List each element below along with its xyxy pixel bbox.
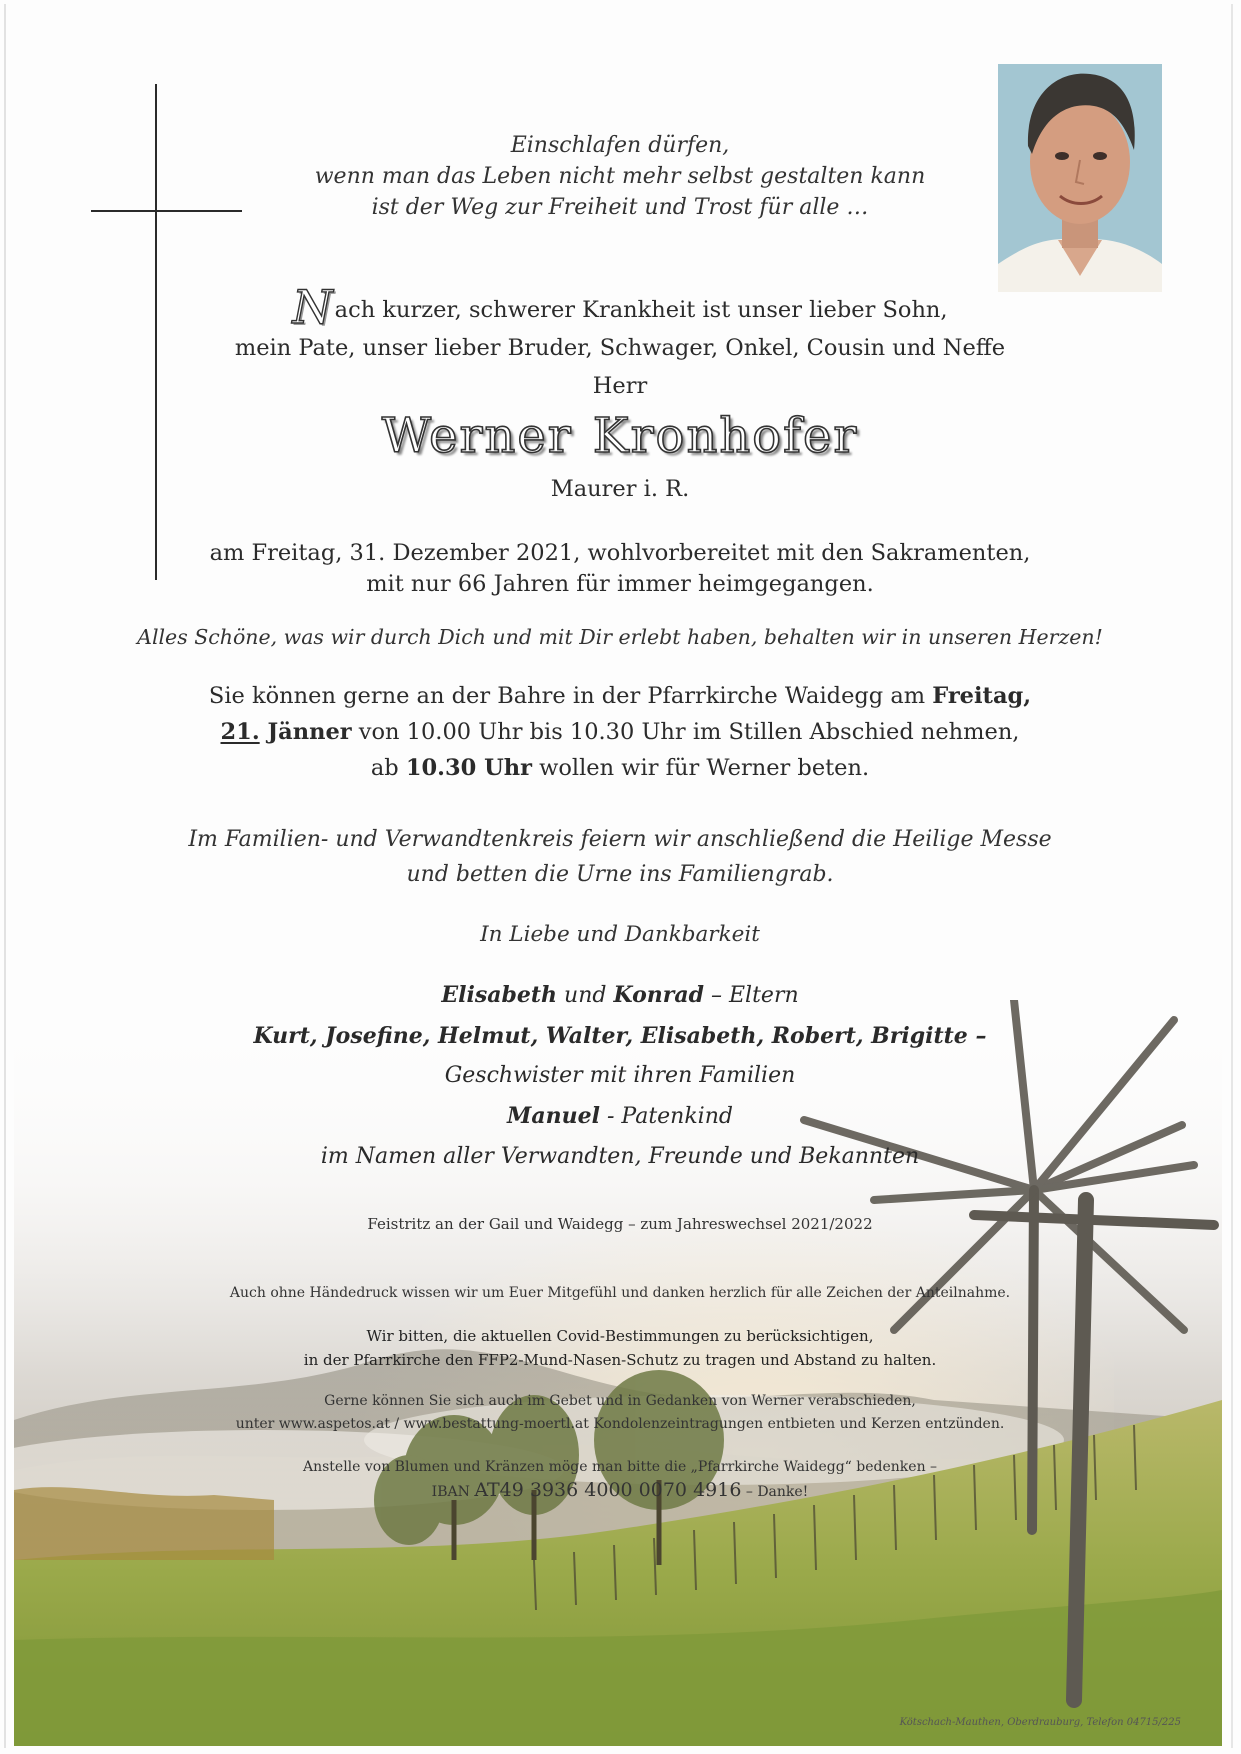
farewell-text: ab bbox=[370, 755, 406, 781]
farewell-month: Jänner bbox=[259, 719, 352, 745]
profession: Maurer i. R. bbox=[550, 476, 690, 502]
first-name: Werner bbox=[381, 408, 573, 464]
farewell-line-3 bbox=[120, 750, 1120, 786]
farewell-text: wollen wir für Werner beten. bbox=[531, 755, 870, 781]
intro-line-3: Herr bbox=[592, 373, 648, 399]
death-line: mit nur 66 Jahren für immer heimgegangen. bbox=[366, 571, 874, 597]
mass-info bbox=[120, 822, 1120, 892]
mourner-text: und bbox=[557, 983, 614, 1008]
intro-line-2: mein Pate, unser lieber Bruder, Schwager, Onkel, Cousin und Neffe bbox=[234, 335, 1006, 361]
dropcap-initial: N bbox=[292, 280, 333, 334]
place-date: Feistritz an der Gail und Waidegg – zum Jahreswechsel 2021/2022 bbox=[367, 1215, 873, 1233]
intro-text: ach kurzer, schwerer Krankheit ist unser lieber Sohn, bbox=[334, 297, 948, 323]
undertaker-footer: Kötschach-Mauthen, Oberdrauburg, Telefon 04715/225 bbox=[899, 1717, 1181, 1728]
intro-line-1 bbox=[120, 280, 1120, 334]
closing-line: In Liebe und Dankbarkeit bbox=[480, 922, 760, 947]
motto-line: ist der Weg zur Freiheit und Trost für alle … bbox=[371, 195, 869, 220]
condolence-line: unter www.aspetos.at / www.bestattung-moertl.at Kondolenzeintragungen entbieten und Kerzen entzünden. bbox=[235, 1416, 1005, 1432]
condolence-note bbox=[120, 1390, 1120, 1436]
farewell-info bbox=[120, 678, 1120, 786]
farewell-line-2 bbox=[120, 714, 1120, 750]
covid-line: Wir bitten, die aktuellen Covid-Bestimmungen zu berücksichtigen, bbox=[366, 1327, 874, 1345]
farewell-text: von 10.00 Uhr bis 10.30 Uhr im Stillen Abschied nehmen, bbox=[351, 719, 1020, 745]
mourner-role: – Eltern bbox=[704, 983, 799, 1008]
mourner-name: Manuel bbox=[507, 1103, 600, 1129]
siblings-line: Kurt, Josefine, Helmut, Walter, Elisabeth, Robert, Brigitte – bbox=[253, 1023, 987, 1049]
mourners bbox=[120, 975, 1120, 1177]
intro bbox=[120, 280, 1120, 405]
death-line: am Freitag, 31. Dezember 2021, wohlvorbereitet mit den Sakramenten, bbox=[209, 540, 1031, 566]
iban-line bbox=[120, 1479, 1120, 1504]
parents-line bbox=[120, 975, 1120, 1016]
mourner-role: - Patenkind bbox=[599, 1104, 733, 1129]
others-line: im Namen aller Verwandten, Freunde und Bekannten bbox=[320, 1144, 920, 1169]
prayer-time: 10.30 Uhr bbox=[405, 755, 532, 781]
farewell-date-number: 21. bbox=[220, 719, 260, 745]
farewell-text: Sie können gerne an der Bahre in der Pfarrkirche Waidegg am bbox=[208, 683, 933, 709]
mass-line: und betten die Urne ins Familiengrab. bbox=[406, 862, 834, 887]
condolence-line: Gerne können Sie sich auch im Gebet und in Gedanken von Werner verabschieden, bbox=[324, 1393, 916, 1409]
mass-line: Im Familien- und Verwandtenkreis feiern wir anschließend die Heilige Messe bbox=[188, 827, 1052, 852]
iban-label: IBAN bbox=[431, 1484, 475, 1500]
motto-line: wenn man das Leben nicht mehr selbst gestalten kann bbox=[314, 164, 926, 189]
motto-line: Einschlafen dürfen, bbox=[510, 133, 730, 158]
godchild-line bbox=[120, 1096, 1120, 1137]
deceased-name bbox=[120, 404, 1120, 468]
farewell-day: Freitag, bbox=[932, 683, 1032, 709]
death-notice bbox=[120, 538, 1120, 600]
donation-suffix: – Danke! bbox=[741, 1484, 809, 1500]
donation-line: Anstelle von Blumen und Kränzen möge man bitte die „Pfarrkirche Waidegg“ bedenken – bbox=[302, 1459, 938, 1475]
covid-note bbox=[120, 1324, 1120, 1372]
donation-note bbox=[120, 1456, 1120, 1504]
farewell-line-1 bbox=[120, 678, 1120, 714]
mourner-name: Elisabeth bbox=[441, 982, 558, 1008]
covid-line: in der Pfarrkirche den FFP2-Mund-Nasen-Schutz zu tragen und Abstand zu halten. bbox=[303, 1351, 937, 1369]
motto bbox=[120, 130, 1120, 223]
hearts-line: Alles Schöne, was wir durch Dich und mit Dir erlebt haben, behalten wir in unseren Herzen! bbox=[137, 625, 1103, 649]
last-name: Kronhofer bbox=[592, 408, 859, 464]
thanks-note: Auch ohne Händedruck wissen wir um Euer Mitgefühl und danken herzlich für alle Zeichen der Anteilnahme. bbox=[229, 1285, 1011, 1301]
siblings-role: Geschwister mit ihren Familien bbox=[444, 1063, 796, 1088]
mourner-name: Konrad bbox=[613, 982, 704, 1008]
iban-number: AT49 3936 4000 0070 4916 bbox=[474, 1479, 742, 1501]
